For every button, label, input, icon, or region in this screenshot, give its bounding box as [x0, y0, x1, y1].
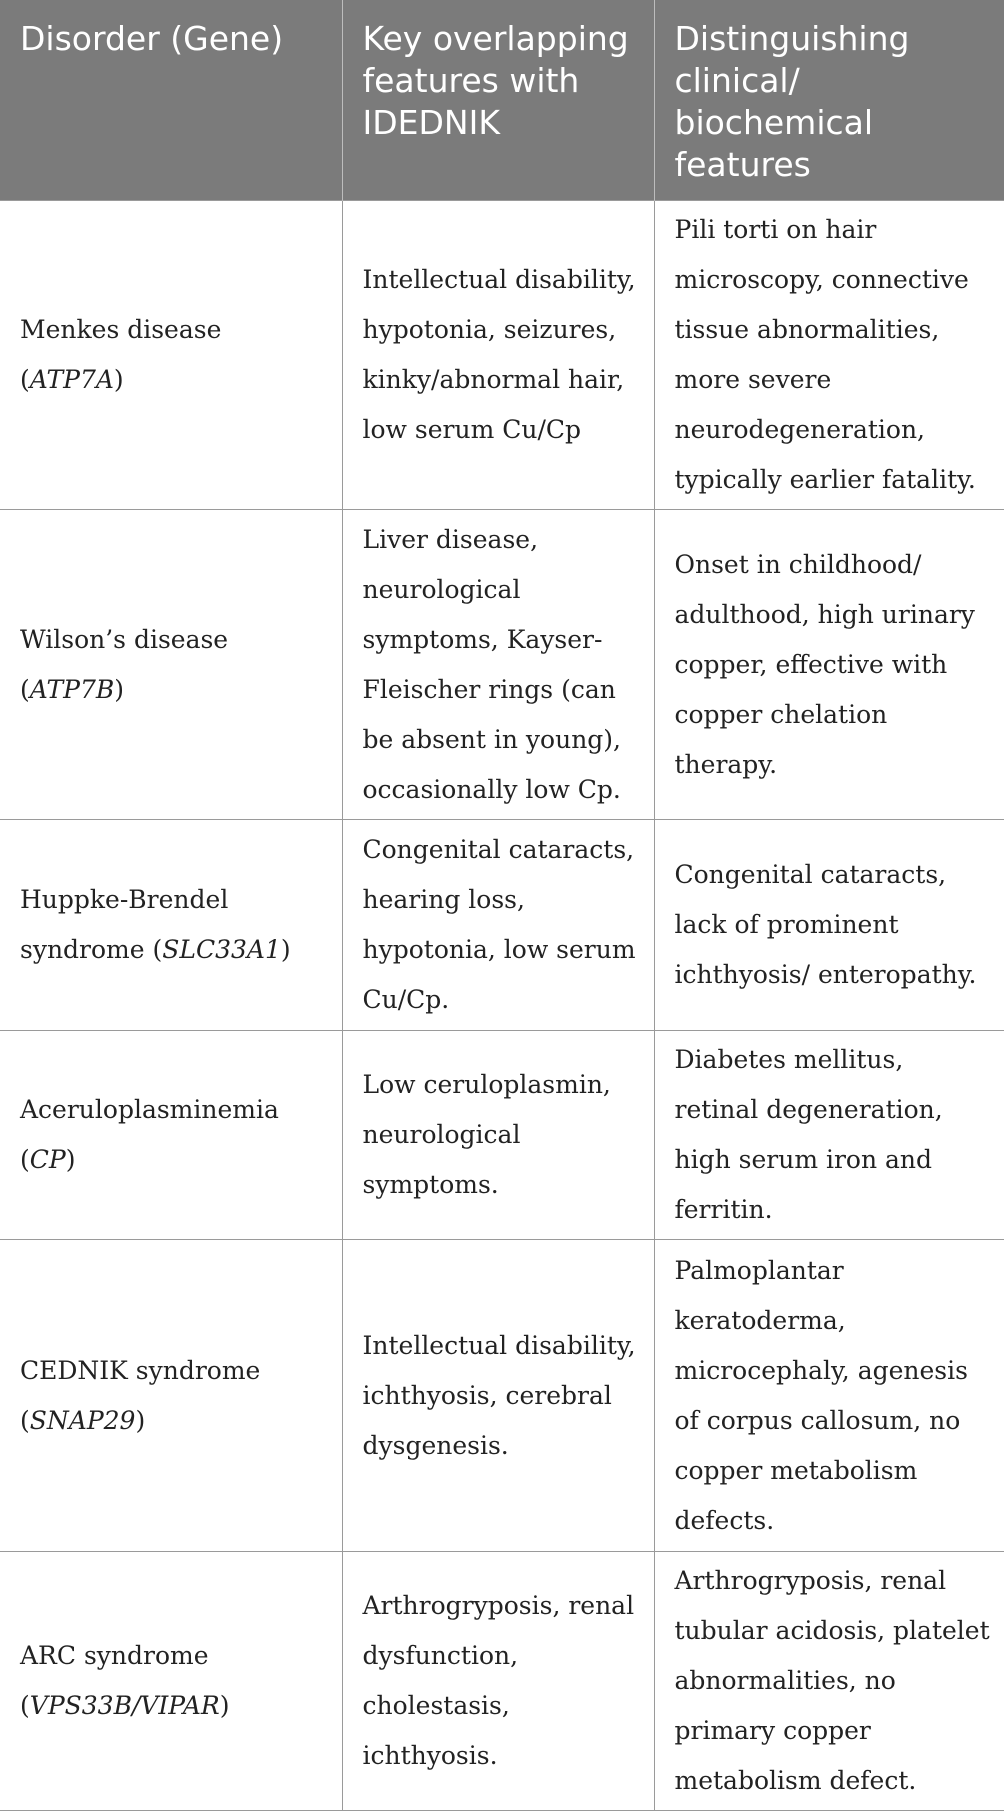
- disorder-cell: Huppke-Brendel syndrome (SLC33A1): [0, 820, 342, 1031]
- gene-name: CP: [29, 1145, 66, 1174]
- distinguishing-cell: Onset in childhood/ adulthood, high urinary copper, effective with copper chelation therapy.: [654, 510, 1004, 820]
- distinguishing-cell: Diabetes mellitus, retinal degeneration, high serum iron and ferritin.: [654, 1031, 1004, 1240]
- overlap-cell: Intellectual disability, ichthyosis, cerebral dysgenesis.: [342, 1240, 654, 1552]
- distinguishing-cell: Arthrogryposis, renal tubular acidosis, platelet abnormalities, no primary copper metabolism defect.: [654, 1552, 1004, 1811]
- gene-name: SLC33A1: [162, 935, 281, 964]
- overlap-cell: Liver disease, neurological symptoms, Kayser-Fleischer rings (can be absent in young), occasionally low Cp.: [342, 510, 654, 820]
- disorder-cell: Menkes disease (ATP7A): [0, 201, 342, 510]
- disorder-cell: ARC syndrome (VPS33B/VIPAR): [0, 1552, 342, 1811]
- gene-name: SNAP29: [29, 1405, 136, 1435]
- header-overlapping-features: Key overlapping features with IDEDNIK: [342, 0, 654, 201]
- distinguishing-cell: Pili torti on hair microscopy, connective tissue abnormalities, more severe neurodegeneration, typically earlier fatality.: [654, 201, 1004, 510]
- disorder-cell: Wilson’s disease (ATP7B): [0, 510, 342, 820]
- table-row: [0, 201, 1004, 510]
- header-distinguishing-features: Distinguishing clinical/ biochemical features: [654, 0, 1004, 201]
- disorder-cell: Aceruloplasminemia (CP): [0, 1031, 342, 1240]
- gene-name: ATP7A: [29, 365, 114, 394]
- overlap-cell: Arthrogryposis, renal dysfunction, cholestasis, ichthyosis.: [342, 1552, 654, 1811]
- overlap-cell: Congenital cataracts, hearing loss, hypotonia, low serum Cu/Cp.: [342, 820, 654, 1031]
- overlap-cell: Low ceruloplasmin, neurological symptoms.: [342, 1031, 654, 1240]
- disorder-cell: CEDNIK syndrome (SNAP29): [0, 1240, 342, 1552]
- overlap-cell: Intellectual disability, hypotonia, seizures, kinky/abnormal hair, low serum Cu/Cp: [342, 201, 654, 510]
- distinguishing-cell: Palmoplantar keratoderma, microcephaly, agenesis of corpus callosum, no copper metabolism defects.: [654, 1240, 1004, 1552]
- gene-name: VPS33B/VIPAR: [29, 1691, 220, 1720]
- table-row: [0, 1240, 1004, 1552]
- header-disorder-gene: Disorder (Gene): [0, 0, 342, 201]
- table-row: [0, 820, 1004, 1031]
- table-row: [0, 510, 1004, 820]
- table-row: [0, 1031, 1004, 1240]
- table-header-row: [0, 0, 1004, 201]
- gene-name: ATP7B: [29, 674, 115, 704]
- table-row: [0, 1552, 1004, 1811]
- distinguishing-cell: Congenital cataracts, lack of prominent ichthyosis/ enteropathy.: [654, 820, 1004, 1031]
